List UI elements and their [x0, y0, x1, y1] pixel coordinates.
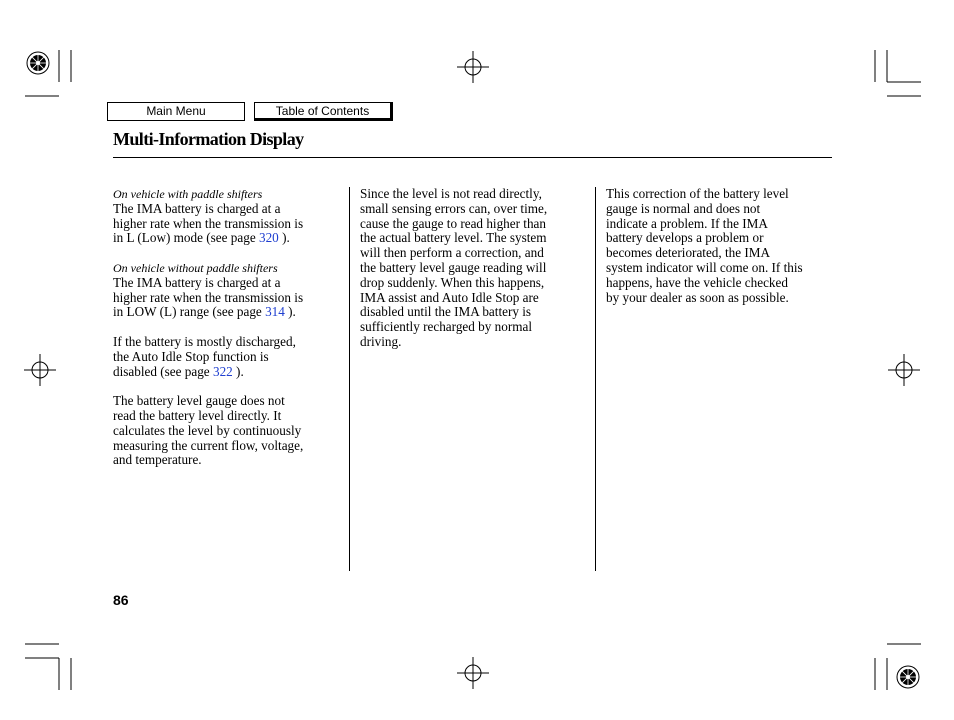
column-2 — [360, 187, 592, 350]
variant-note: On vehicle with paddle shifters — [113, 187, 263, 201]
title-rule — [113, 157, 832, 158]
page-title: Multi-Information Display — [113, 129, 304, 149]
paragraph: The battery level gauge does not read the battery level directly. It calculates the level by continuously measuring the current flow, voltage, and temperature. — [113, 393, 304, 468]
table-of-contents-button[interactable]: Table of Contents — [254, 102, 393, 121]
main-menu-button[interactable]: Main Menu — [107, 102, 245, 121]
crosshair-icon — [457, 657, 489, 689]
column-divider — [595, 187, 596, 571]
page-link[interactable]: 314 — [265, 304, 285, 320]
page-link[interactable]: 320 — [258, 230, 279, 246]
column-3 — [606, 187, 838, 305]
registration-sunburst-icon — [27, 52, 49, 74]
crosshair-icon — [24, 354, 56, 386]
variant-note: On vehicle without paddle shifters — [113, 260, 278, 275]
column-divider — [349, 187, 350, 571]
page-link[interactable]: 322 — [212, 363, 233, 379]
column-1 — [113, 187, 345, 468]
crosshair-icon — [457, 51, 489, 83]
page-number: 86 — [113, 592, 129, 608]
paragraph: This correction of the battery level gauge is normal and does not indicate a problem. If the IMA battery develops a problem or becomes deteriorated, the IMA system indicator will come on. If this happens, have the vehicle checked by your dealer as soon as possible. — [606, 186, 803, 305]
paragraph: Since the level is not read directly, small sensing errors can, over time, cause the gauge to read higher than the actual battery level. The system will then perform a correction, and the battery level gauge reading will drop suddenly. When this happens, IMA assist and Auto Idle Stop are disabled until the IMA battery is sufficiently recharged by normal driving. — [360, 186, 548, 349]
paragraph: The IMA battery is charged at a higher rate when the transmission is in L (Low) mode (see page 320 ). — [113, 200, 304, 246]
paragraph: If the battery is mostly discharged, the Auto Idle Stop function is disabled (see page 322 ). — [113, 333, 296, 379]
registration-sunburst-icon — [897, 666, 919, 688]
crosshair-icon — [888, 354, 920, 386]
paragraph: The IMA battery is charged at a higher rate when the transmission is in LOW (L) range (see page 314 ). — [113, 274, 304, 320]
